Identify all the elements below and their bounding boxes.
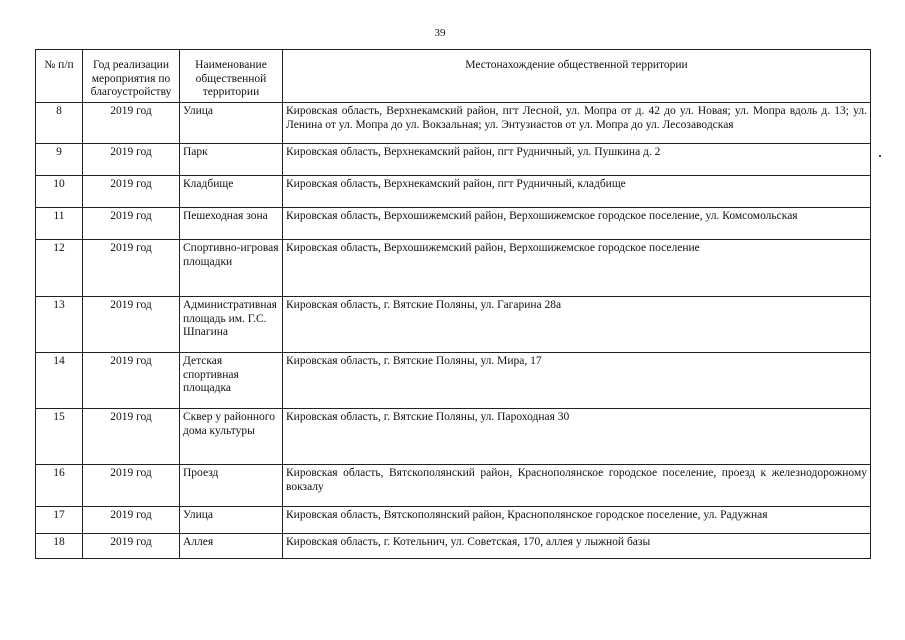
- row-number: 17: [36, 507, 83, 534]
- row-location: Кировская область, г. Котельнич, ул. Советская, 170, аллея у лыжной базы: [283, 534, 871, 559]
- row-number: 8: [36, 103, 83, 144]
- table-row: [36, 534, 871, 559]
- header-year: Год реализации мероприятия по благоустройству: [83, 50, 180, 103]
- row-name: Сквер у районного дома культуры: [180, 409, 283, 465]
- row-location: Кировская область, г. Вятские Поляны, ул. Пароходная 30: [283, 409, 871, 465]
- row-year: 2019 год: [83, 409, 180, 465]
- row-number: 11: [36, 208, 83, 240]
- row-number: 16: [36, 465, 83, 507]
- row-location: Кировская область, Верхнекамский район, пгт Рудничный, кладбище: [283, 176, 871, 208]
- table-row: [36, 144, 871, 176]
- territories-table: [35, 49, 871, 559]
- row-name: Аллея: [180, 534, 283, 559]
- row-year: 2019 год: [83, 176, 180, 208]
- row-number: 12: [36, 240, 83, 297]
- table-row: [36, 176, 871, 208]
- row-name: Спортивно-игровая площадки: [180, 240, 283, 297]
- row-year: 2019 год: [83, 465, 180, 507]
- row-year: 2019 год: [83, 297, 180, 353]
- row-location: Кировская область, Верхнекамский район, пгт Рудничный, ул. Пушкина д. 2: [283, 144, 871, 176]
- header-location: Местонахождение общественной территории: [283, 50, 871, 103]
- table-row: [36, 103, 871, 144]
- row-name: Улица: [180, 507, 283, 534]
- row-number: 18: [36, 534, 83, 559]
- row-year: 2019 год: [83, 534, 180, 559]
- table-row: [36, 465, 871, 507]
- row-location: Кировская область, Вятскополянский район, Краснополянское городское поселение, проезд к железнодорожному вокзалу: [283, 465, 871, 507]
- row-name: Пешеходная зона: [180, 208, 283, 240]
- row-number: 10: [36, 176, 83, 208]
- row-year: 2019 год: [83, 103, 180, 144]
- header-number: № п/п: [36, 50, 83, 103]
- row-year: 2019 год: [83, 208, 180, 240]
- row-year: 2019 год: [83, 507, 180, 534]
- row-number: 15: [36, 409, 83, 465]
- row-name: Административная площадь им. Г.С. Шпагина: [180, 297, 283, 353]
- page-number: 39: [434, 27, 446, 39]
- table-row: [36, 240, 871, 297]
- row-location: Кировская область, Верхошижемский район, Верхошижемское городское поселение, ул. Комсомольская: [283, 208, 871, 240]
- row-year: 2019 год: [83, 353, 180, 409]
- row-name: Проезд: [180, 465, 283, 507]
- table-header-row: [36, 50, 871, 103]
- table-row: [36, 507, 871, 534]
- row-year: 2019 год: [83, 240, 180, 297]
- row-name: Парк: [180, 144, 283, 176]
- row-year: 2019 год: [83, 144, 180, 176]
- row-location: Кировская область, г. Вятские Поляны, ул. Мира, 17: [283, 353, 871, 409]
- table-row: [36, 297, 871, 353]
- row-location: Кировская область, Вятскополянский район, Краснополянское городское поселение, ул. Радужная: [283, 507, 871, 534]
- row-location: Кировская область, Верхнекамский район, пгт Лесной, ул. Мопра от д. 42 до ул. Новая; ул. Мопра вдоль д. 13; ул. Ленина от ул. Мопра до ул. Вокзальная; ул. Энтузиастов от ул. Мопра до ул. Лесозаводская: [283, 103, 871, 144]
- row-name: Кладбище: [180, 176, 283, 208]
- row-number: 14: [36, 353, 83, 409]
- row-location: Кировская область, г. Вятские Поляны, ул. Гагарина 28а: [283, 297, 871, 353]
- row-location: Кировская область, Верхошижемский район, Верхошижемское городское поселение: [283, 240, 871, 297]
- table-row: [36, 409, 871, 465]
- table-row: [36, 353, 871, 409]
- scan-speck: [879, 155, 881, 157]
- table-row: [36, 208, 871, 240]
- row-name: Детская спортивная площадка: [180, 353, 283, 409]
- header-name: Наименование общественной территории: [180, 50, 283, 103]
- row-name: Улица: [180, 103, 283, 144]
- row-number: 13: [36, 297, 83, 353]
- row-number: 9: [36, 144, 83, 176]
